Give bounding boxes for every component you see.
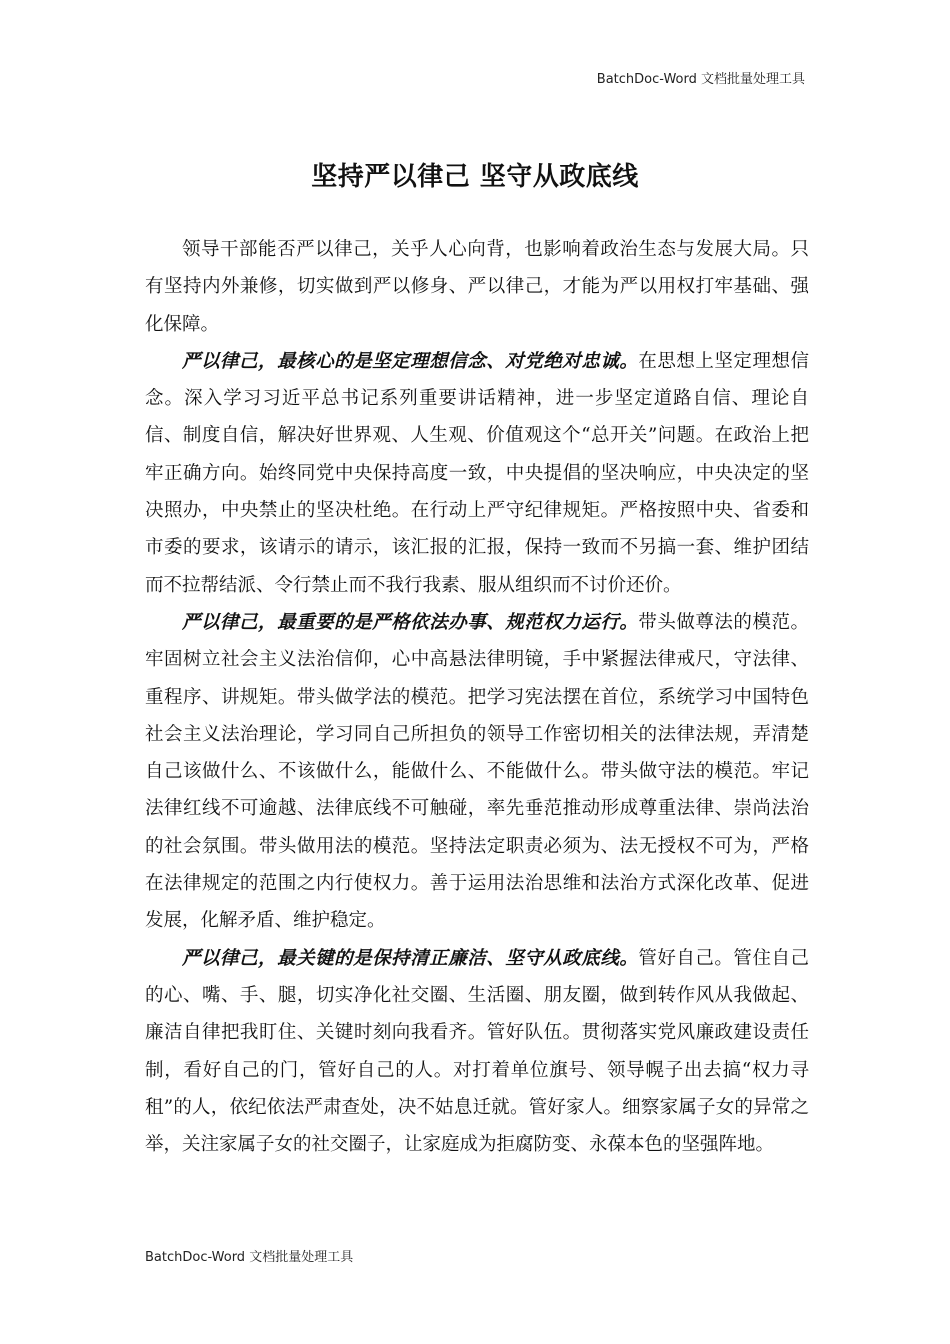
- paragraph-lead: 严以律己，最核心的是坚定理想信念、对党绝对忠诚。: [182, 350, 639, 372]
- paragraph-text: 管好自己。管住自己的心、嘴、手、腿，切实净化社交圈、生活圈、朋友圈，做到转作风从我做起、廉洁自律把我盯住、关键时刻向我看齐。管好队伍。贯彻落实党风廉政建设责任制，看好自己的门，管好自己的人。对打着单位旗号、领导幌子出去搞“权力寻租”的人，依纪依法严肃查处，决不姑息迁就。管好家人。细察家属子女的异常之举，关注家属子女的社交圈子，让家庭成为拒腐防变、永葆本色的坚强阵地。: [145, 947, 809, 1156]
- paragraph-text: 领导干部能否严以律己，关乎人心向背，也影响着政治生态与发展大局。只有坚持内外兼修，切实做到严以修身、严以律己，才能为严以用权打牢基础、强化保障。: [145, 239, 809, 335]
- paragraph-section-3: [145, 940, 809, 1164]
- paragraph-section-2: [145, 604, 809, 940]
- paragraph-intro: [145, 231, 809, 343]
- page-footer: BatchDoc-Word 文档批量处理工具: [145, 1250, 354, 1265]
- paragraph-text: 在思想上坚定理想信念。深入学习习近平总书记系列重要讲话精神，进一步坚定道路自信、理论自信、制度自信，解决好世界观、人生观、价值观这个“总开关”问题。在政治上把牢正确方向。始终同党中央保持高度一致，中央提倡的坚决响应，中央决定的坚决照办，中央禁止的坚决杜绝。在行动上严守纪律规矩。严格按照中央、省委和市委的要求，该请示的请示，该汇报的汇报，保持一致而不另搞一套、维护团结而不拉帮结派、令行禁止而不我行我素、服从组织而不讨价还价。: [145, 350, 809, 596]
- document-body: [145, 231, 809, 1163]
- paragraph-text: 带头做尊法的模范。牢固树立社会主义法治信仰，心中高悬法律明镜，手中紧握法律戒尺，守法律、重程序、讲规矩。带头做学法的模范。把学习宪法摆在首位，系统学习中国特色社会主义法治理论，学习同自己所担负的领导工作密切相关的法律法规，弄清楚自己该做什么、不该做什么，能做什么、不能做什么。带头做守法的模范。牢记法律红线不可逾越、法律底线不可触碰，率先垂范推动形成尊重法律、崇尚法治的社会氛围。带头做用法的模范。坚持法定职责必须为、法无授权不可为，严格在法律规定的范围之内行使权力。善于运用法治思维和法治方式深化改革、促进发展，化解矛盾、维护稳定。: [145, 611, 809, 932]
- paragraph-section-1: [145, 343, 809, 604]
- document-title: 坚持严以律己 坚守从政底线: [311, 162, 639, 192]
- page-header: BatchDoc-Word 文档批量处理工具: [596, 72, 805, 87]
- paragraph-lead: 严以律己，最重要的是严格依法办事、规范权力运行。: [182, 611, 639, 633]
- paragraph-lead: 严以律己，最关键的是保持清正廉洁、坚守从政底线。: [182, 947, 639, 969]
